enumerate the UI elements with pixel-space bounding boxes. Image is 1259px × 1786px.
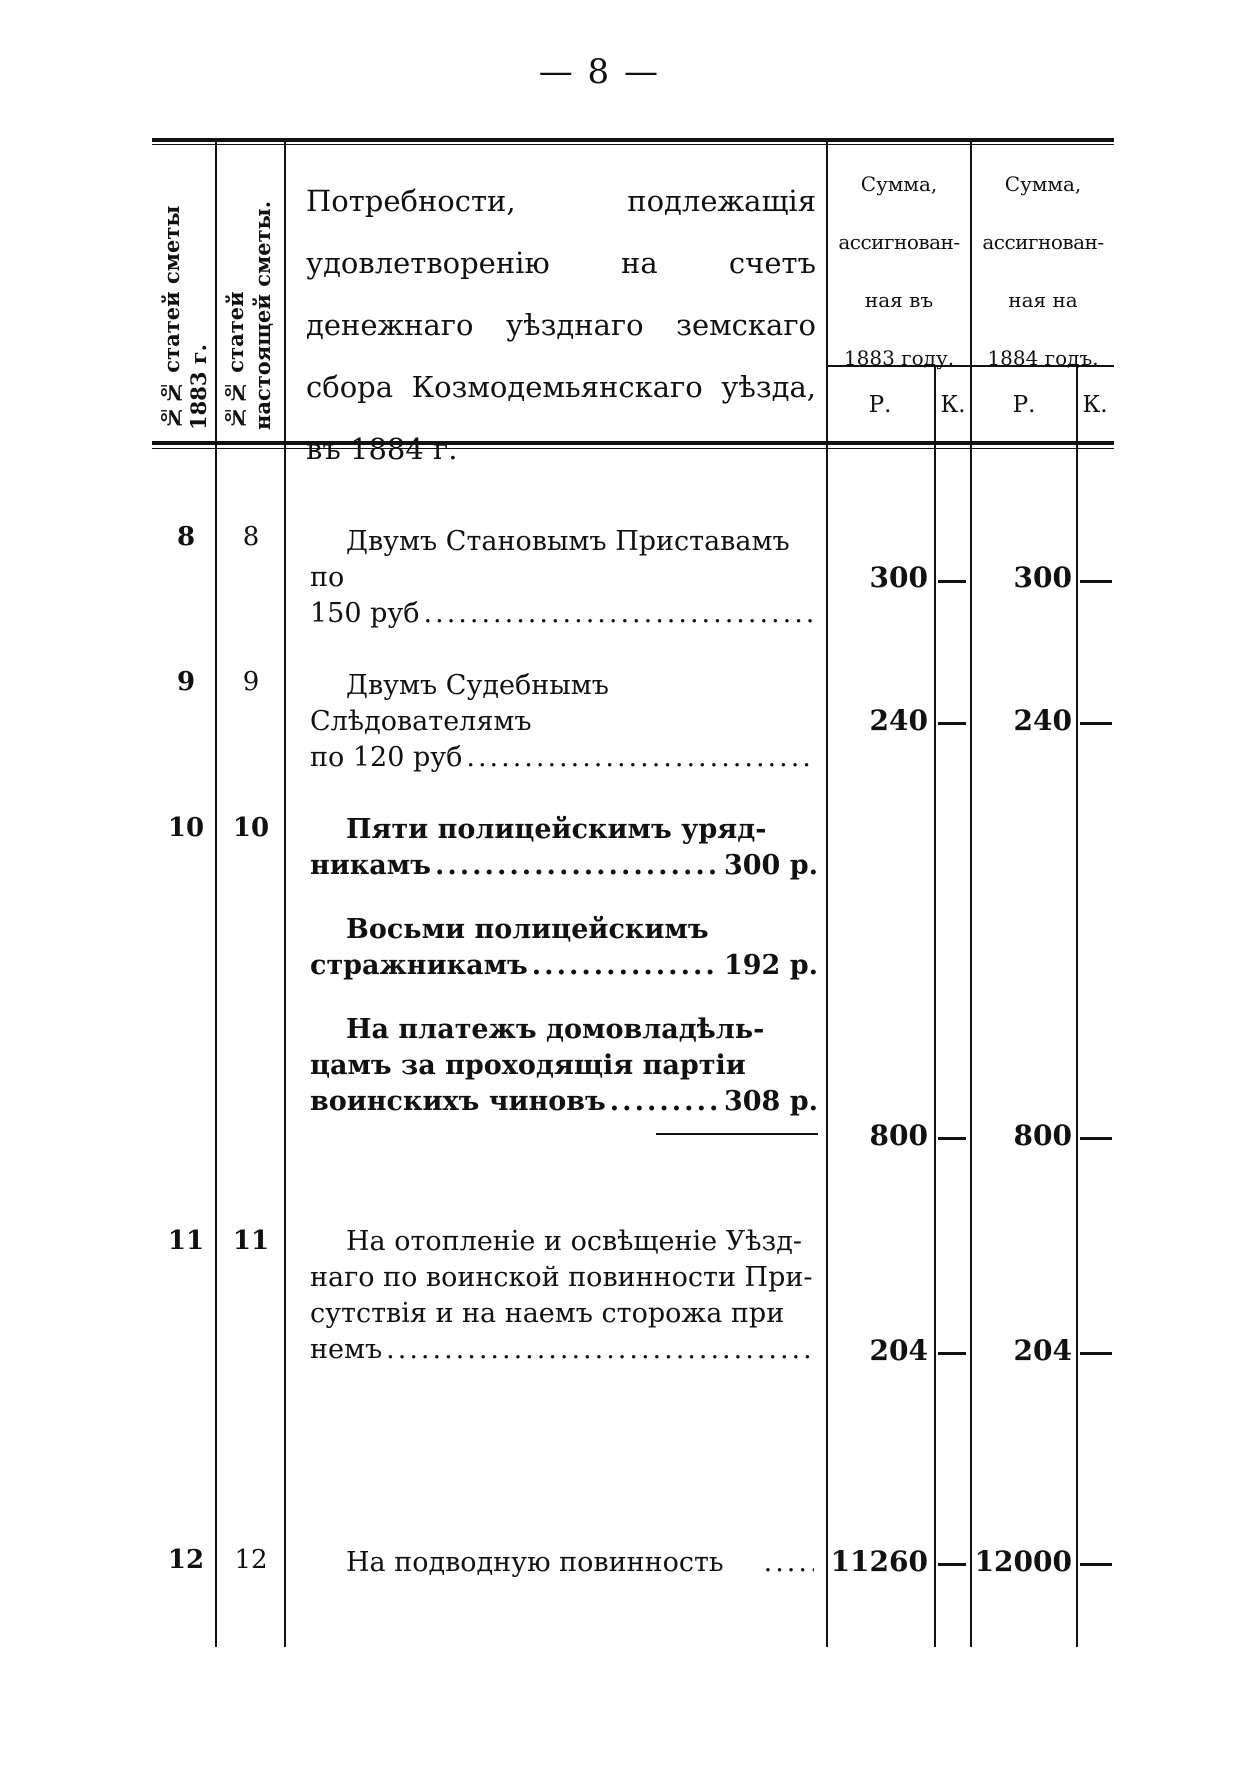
col-line-1 — [215, 142, 217, 1647]
kop-1884-dash — [1080, 1563, 1112, 1566]
page-number: — 8 — — [538, 52, 660, 92]
sum-1883: 800 — [869, 1119, 928, 1152]
row-description: Двумъ Судебнымъ Слѣдователямъ по 120 руб ..... — [310, 668, 818, 776]
row-num-current: 11 — [232, 1226, 270, 1256]
kop-1884-dash — [1080, 1352, 1112, 1355]
kop-1884-dash — [1080, 1137, 1112, 1140]
header-kop-1884: К. — [1082, 392, 1108, 418]
row-num-1883: 8 — [176, 522, 196, 552]
sum-1884: 12000 — [974, 1545, 1072, 1578]
header-kop-1883: К. — [940, 392, 966, 418]
header-sum-1883: Сумма, ассигнован- ная въ 1883 году. — [838, 172, 960, 370]
header-sum-1884: Сумма, ассигнован- ная на 1884 годъ. — [982, 172, 1104, 370]
sum-1884: 300 — [1013, 561, 1072, 594]
sum-1883: 240 — [869, 704, 928, 737]
row-num-current: 8 — [242, 522, 260, 552]
row-subitem: Пяти полицейскимъ уряд- никамъ ..... 300 р. — [310, 812, 818, 884]
sum-1884: 800 — [1013, 1119, 1072, 1152]
header-col-1883: №№ статей сметы 1883 г. — [159, 205, 211, 430]
kop-1883-dash — [938, 1137, 966, 1140]
col-line-4 — [934, 367, 936, 1647]
kop-1884-dash — [1080, 580, 1112, 583]
row-num-1883: 11 — [167, 1226, 205, 1256]
row-num-1883: 10 — [167, 813, 205, 843]
sum-1883: 11260 — [830, 1545, 928, 1578]
row-description: На отопленіе и освѣщеніе Уѣзд- наго по воинской повинности При- сутствія и на наемъ сторожа при немъ ..... — [310, 1224, 818, 1368]
row-num-current: 12 — [234, 1545, 268, 1575]
row-num-current: 10 — [232, 813, 270, 843]
header-description: Потребности, подлежащія удовлетворенію на счетъ денежнаго уѣзднаго земскаго сбора Козмодемьянскаго уѣзда, въ 1884 г. — [306, 184, 816, 466]
kop-1883-dash — [938, 722, 966, 725]
header-rub-1884: Р. — [1012, 392, 1036, 418]
sum-1883: 204 — [869, 1334, 928, 1367]
kop-1883-dash — [938, 1563, 966, 1566]
header-rub-1883: Р. — [868, 392, 892, 418]
row-num-1883: 9 — [176, 667, 196, 697]
kop-1883-dash — [938, 1352, 966, 1355]
row-subitem: Восьми полицейскимъ стражникамъ ..... 192 р. — [310, 912, 818, 984]
kop-1883-dash — [938, 580, 966, 583]
kop-1884-dash — [1080, 722, 1112, 725]
subtotal-rule — [656, 1133, 818, 1135]
col-line-6 — [1076, 367, 1078, 1647]
row-description: Двумъ Становымъ Приставамъ по 150 руб ..... — [310, 524, 818, 632]
row-num-1883: 12 — [167, 1545, 205, 1575]
header-col-current: №№ статей настоящей сметы. — [223, 200, 275, 430]
col-line-2 — [284, 142, 286, 1647]
sum-1883: 300 — [869, 561, 928, 594]
sum-1884: 204 — [1013, 1334, 1072, 1367]
sum-1884: 240 — [1013, 704, 1072, 737]
row-num-current: 9 — [242, 667, 260, 697]
row-subitem: На платежъ домовладѣль- цамъ за проходящія партіи воинскихъ чиновъ ..... 308 р. — [310, 1012, 818, 1120]
row-description: На подводную повинность ..... — [310, 1545, 818, 1581]
